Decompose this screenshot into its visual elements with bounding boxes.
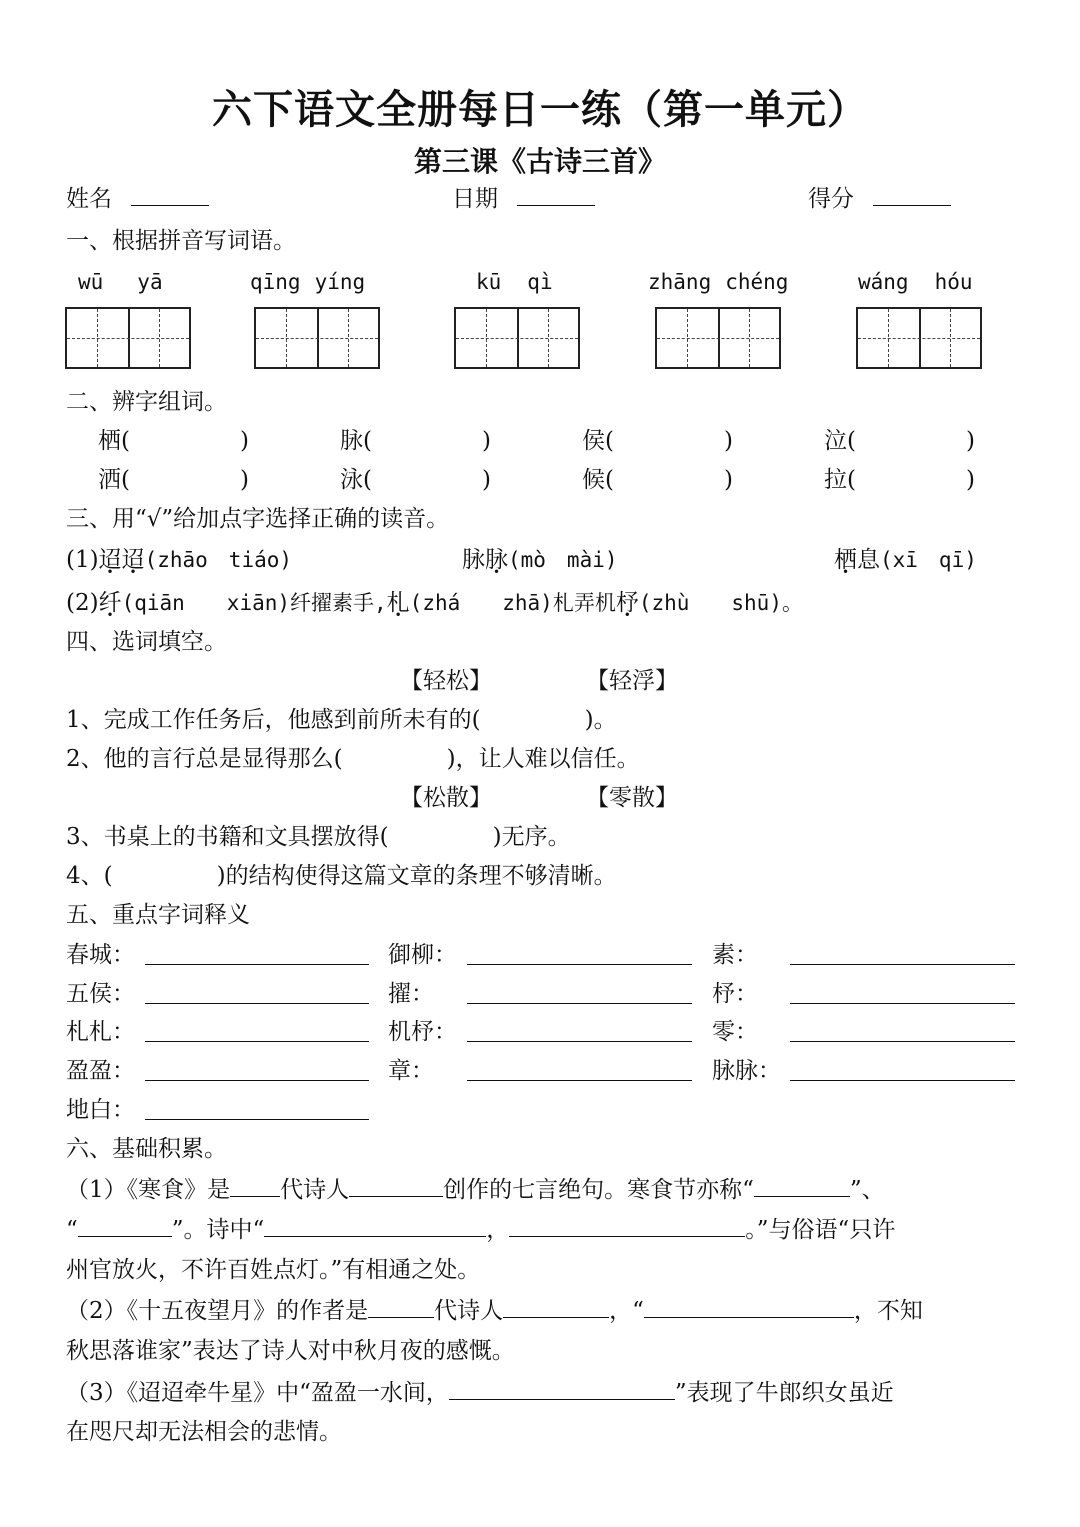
char-item: 洒( — [98, 467, 130, 493]
term-label: 擢： — [388, 981, 434, 1007]
char-close: ) — [966, 467, 975, 493]
fill-question-2: 2、他的言行总是显得那么( )，让人难以信任。 — [66, 746, 640, 772]
char-close: ) — [240, 428, 249, 454]
score-field — [808, 183, 951, 214]
accum-q2-line1: （2）《十五夜望月》的作者是 代诗人 ，“ ，不知 — [66, 1295, 923, 1326]
word-option: 【轻浮】 — [586, 668, 678, 694]
term-blank[interactable] — [467, 1080, 692, 1081]
section-4-heading: 四、选词填空。 — [66, 629, 227, 655]
word-option: 【轻松】 — [400, 668, 492, 694]
char-item: 候( — [582, 467, 614, 493]
term-blank[interactable] — [790, 1080, 1015, 1081]
section-5-heading: 五、重点字词释义 — [66, 902, 250, 928]
tianzige-box-1[interactable] — [65, 307, 191, 369]
term-blank[interactable] — [145, 964, 369, 965]
pinyin-5: wáng hóu — [858, 270, 973, 294]
char-close: ) — [482, 428, 491, 454]
pinyin-4: zhāng chéng — [648, 270, 789, 294]
reading-item-4: (2)纤(qiān xiān)纤擢素手,札(zhá zhā)札弄机杼(zhù shū)。 — [66, 590, 803, 616]
name-field — [66, 183, 209, 214]
tianzige-box-3[interactable] — [454, 307, 580, 369]
reading-item-1: (1)迢迢(zhāo tiáo) — [66, 547, 293, 573]
tianzige-box-4[interactable] — [655, 307, 781, 369]
fill-question-3: 3、书桌上的书籍和文具摆放得( )无序。 — [66, 824, 571, 850]
char-close: ) — [482, 467, 491, 493]
char-close: ) — [724, 428, 733, 454]
score-label: 得分 — [808, 186, 854, 212]
tianzige-box-5[interactable] — [856, 307, 982, 369]
accum-q1-line3: 州官放火，不许百姓点灯。”有相通之处。 — [66, 1257, 481, 1283]
date-label: 日期 — [452, 186, 498, 212]
term-blank[interactable] — [145, 1003, 369, 1004]
page-title: 六下语文全册每日一练（第一单元） — [212, 86, 868, 133]
section-6-heading: 六、基础积累。 — [66, 1136, 227, 1162]
term-blank[interactable] — [790, 964, 1015, 965]
term-label: 御柳： — [388, 942, 457, 968]
page-subtitle: 第三课《古诗三首》 — [413, 145, 666, 178]
date-blank[interactable] — [517, 183, 595, 206]
accum-q1-line1: （1）《寒食》是 代诗人 创作的七言绝句。寒食节亦称“ ”、 — [66, 1174, 885, 1205]
term-label: 零： — [712, 1019, 758, 1045]
char-item: 拉( — [824, 467, 856, 493]
term-label: 机杼： — [388, 1019, 457, 1045]
term-blank[interactable] — [145, 1080, 369, 1081]
pinyin-3: kū qì — [476, 270, 553, 294]
term-label: 盈盈： — [66, 1058, 135, 1084]
word-option: 【零散】 — [586, 785, 678, 811]
accum-q3-line1: （3）《迢迢牵牛星》中“盈盈一水间， ”表现了牛郎织女虽近 — [66, 1377, 894, 1408]
char-item: 侯( — [582, 428, 614, 454]
char-close: ) — [724, 467, 733, 493]
term-label: 札札： — [66, 1019, 135, 1045]
term-label: 地白： — [66, 1097, 135, 1123]
term-blank[interactable] — [790, 1003, 1015, 1004]
word-option: 【松散】 — [400, 785, 492, 811]
term-blank[interactable] — [145, 1119, 369, 1120]
score-blank[interactable] — [873, 183, 951, 206]
term-label: 春城： — [66, 942, 135, 968]
term-label: 章： — [388, 1058, 434, 1084]
char-close: ) — [240, 467, 249, 493]
tianzige-box-2[interactable] — [254, 307, 380, 369]
char-item: 栖( — [98, 428, 130, 454]
date-field — [452, 183, 595, 214]
pinyin-1: wū yā — [78, 270, 163, 294]
name-blank[interactable] — [131, 183, 209, 206]
term-blank[interactable] — [790, 1041, 1015, 1042]
term-label: 杼： — [712, 981, 758, 1007]
accum-q2-line2: 秋思落谁家”表达了诗人对中秋月夜的感慨。 — [66, 1338, 515, 1364]
pinyin-2: qīng yíng — [250, 270, 366, 294]
char-item: 泣( — [824, 428, 856, 454]
term-blank[interactable] — [467, 1003, 692, 1004]
accum-q1-line2: “ ”。诗中“ ， 。”与俗语“只许 — [66, 1214, 895, 1245]
reading-item-3: 栖息(xī qī) — [834, 547, 977, 573]
fill-question-4: 4、( )的结构使得这篇文章的条理不够清晰。 — [66, 863, 617, 889]
term-label: 脉脉： — [712, 1058, 781, 1084]
term-blank[interactable] — [145, 1041, 369, 1042]
term-blank[interactable] — [467, 1041, 692, 1042]
accum-q3-line2: 在咫尺却无法相会的悲情。 — [66, 1419, 342, 1445]
section-3-heading: 三、用“√”给加点字选择正确的读音。 — [66, 506, 450, 532]
reading-item-2: 脉脉(mò mài) — [462, 547, 618, 573]
name-label: 姓名 — [66, 186, 112, 212]
term-blank[interactable] — [467, 964, 692, 965]
term-label: 五侯： — [66, 981, 135, 1007]
section-1-heading: 一、根据拼音写词语。 — [66, 228, 296, 254]
fill-question-1: 1、完成工作任务后，他感到前所未有的( )。 — [66, 707, 617, 733]
char-close: ) — [966, 428, 975, 454]
char-item: 脉( — [340, 428, 372, 454]
term-label: 素： — [712, 942, 758, 968]
char-item: 泳( — [340, 467, 372, 493]
section-2-heading: 二、辨字组词。 — [66, 389, 227, 415]
